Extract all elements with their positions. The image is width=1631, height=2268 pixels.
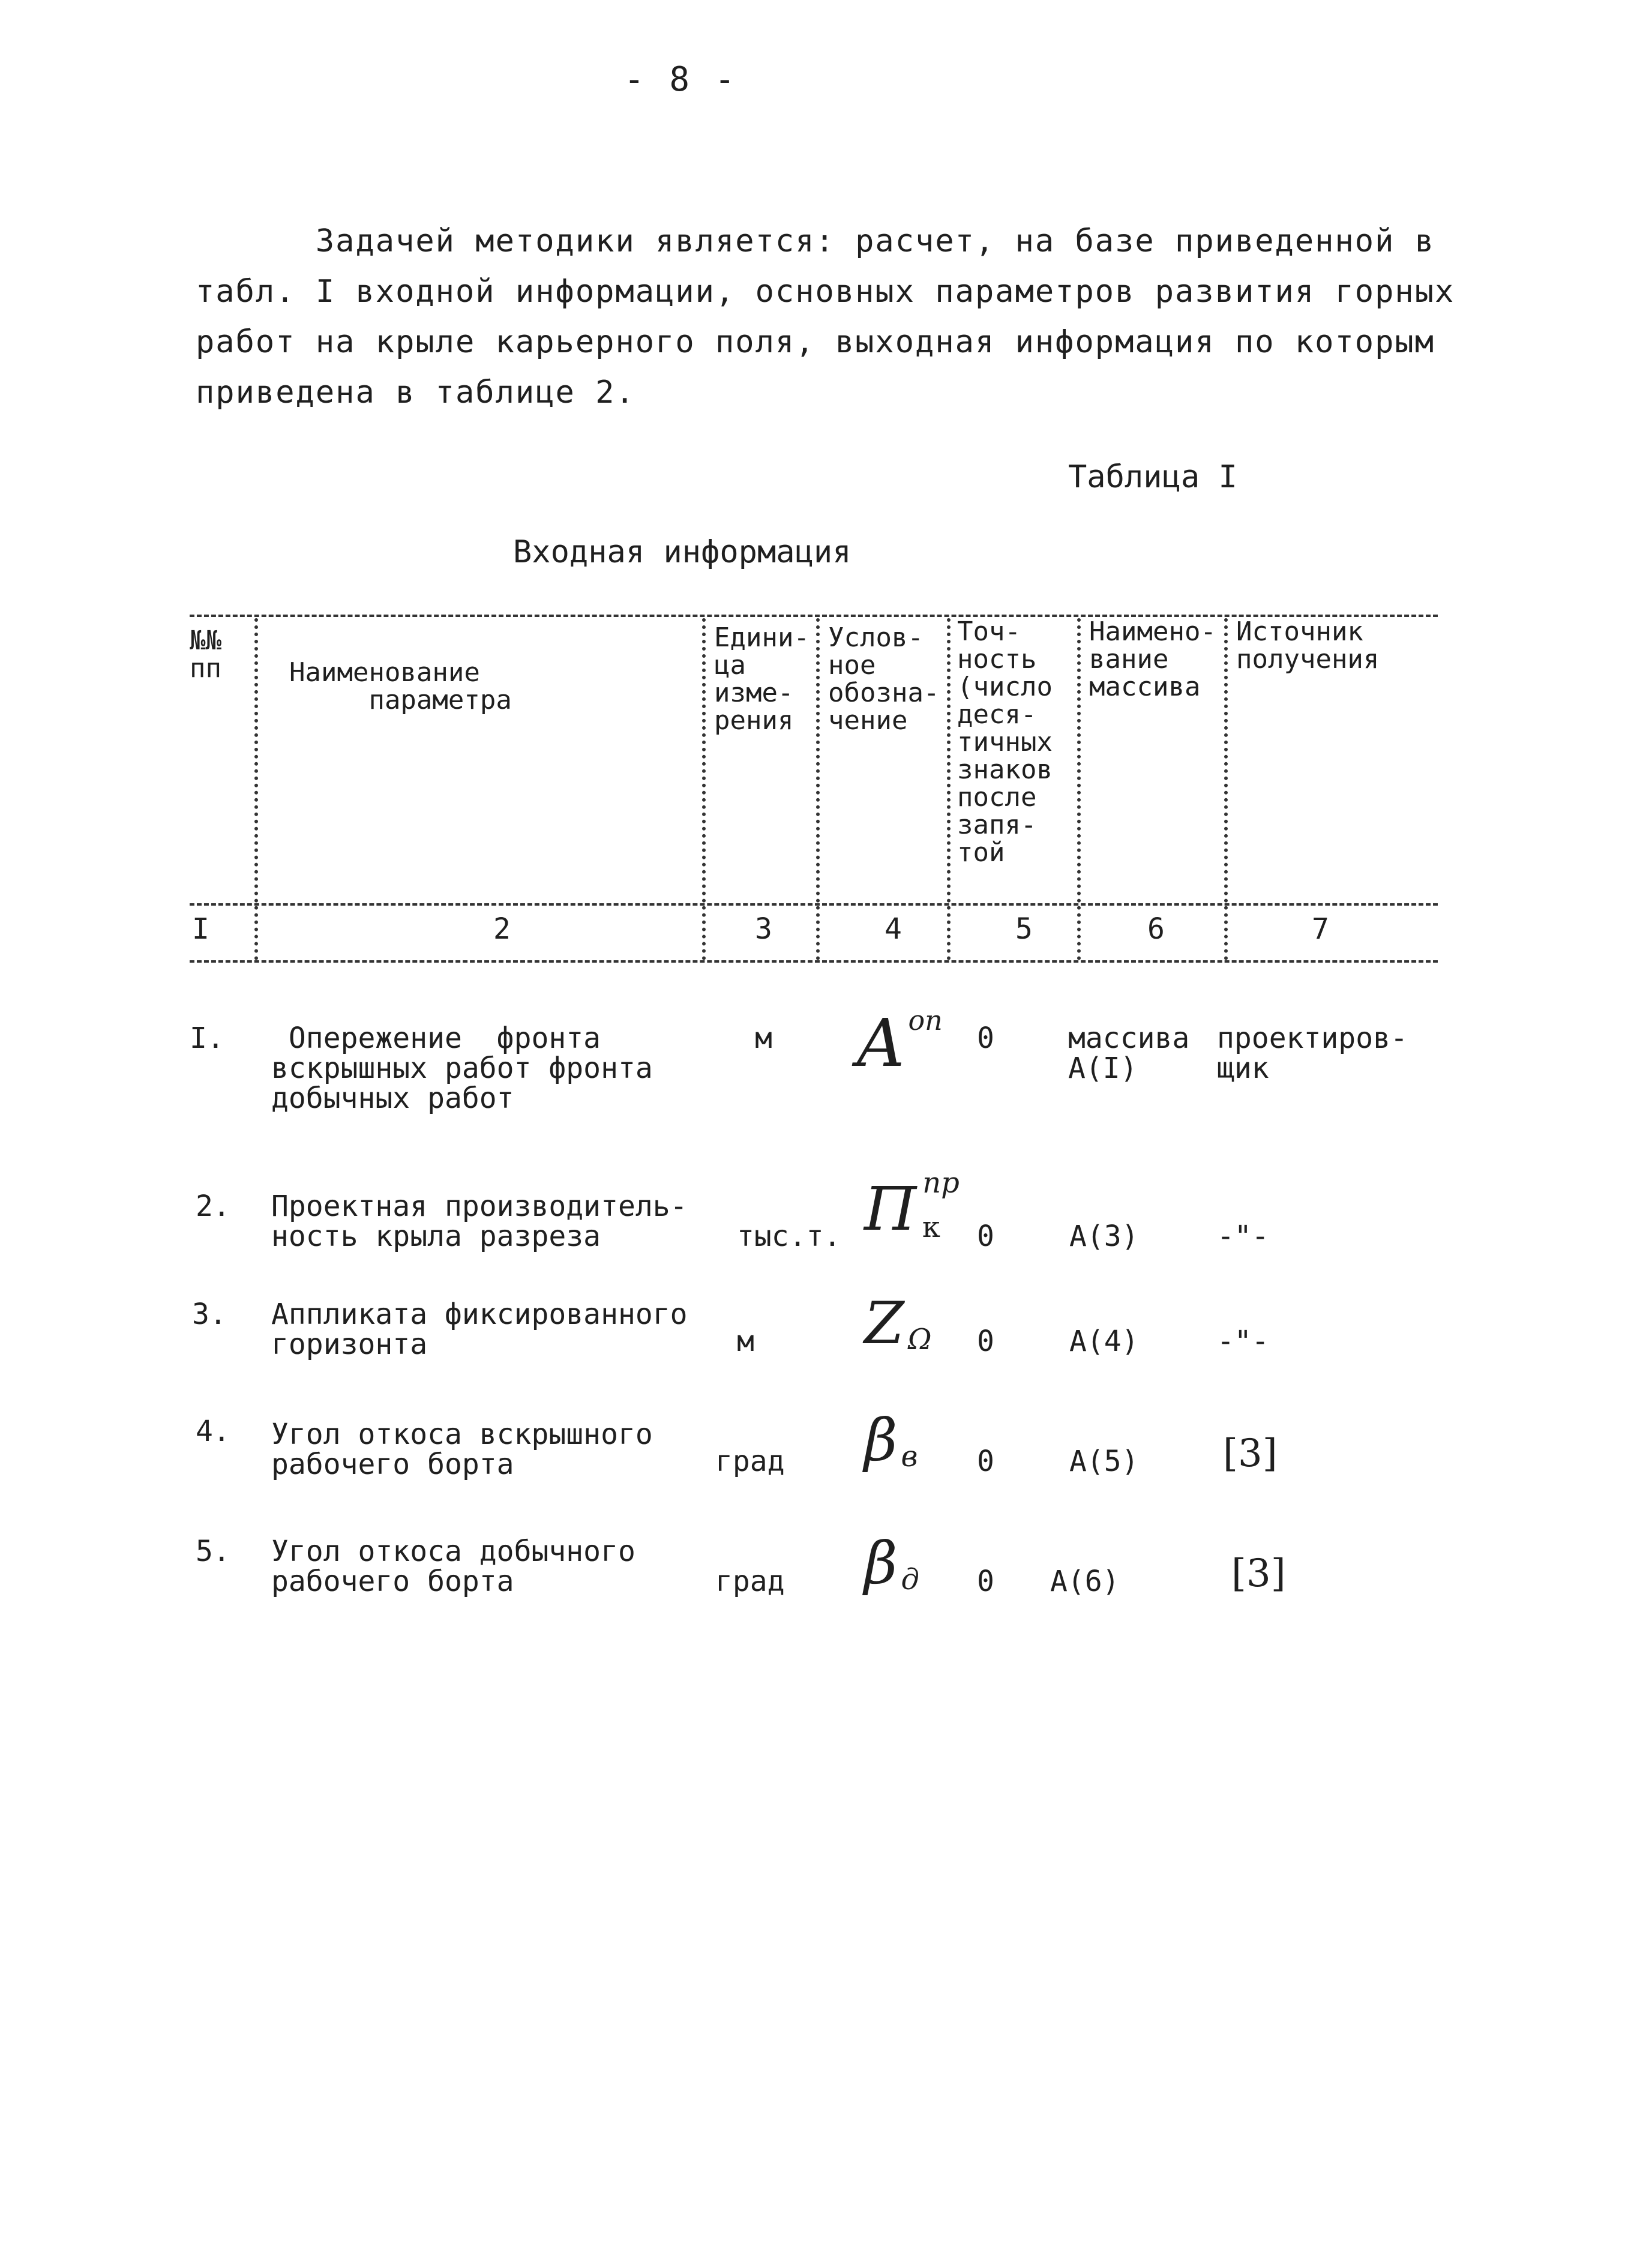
table-title: Входная информация — [513, 534, 852, 570]
row-precision: 0 — [977, 1325, 994, 1358]
header-unit: Едини- ца изме- рения — [714, 622, 809, 736]
row-precision: 0 — [977, 1220, 994, 1253]
row-symbol — [864, 1407, 918, 1484]
row-unit: тыс.т. — [737, 1220, 841, 1253]
symbol-subscript: к — [922, 1211, 940, 1244]
header-precision: Точ- ность (число деся- тичных знаков после запя- той — [957, 616, 1053, 868]
row-array: A(3) — [1069, 1220, 1139, 1253]
row-array: A(4) — [1069, 1325, 1139, 1358]
row-symbol — [857, 1004, 943, 1092]
row-precision: 0 — [977, 1445, 994, 1478]
row-unit: град — [715, 1445, 785, 1478]
row-source: -"- — [1217, 1325, 1269, 1358]
symbol-subscript: в — [901, 1440, 918, 1473]
row-precision: 0 — [977, 1021, 994, 1055]
row-name: Аппликата фиксированного горизонта — [271, 1298, 688, 1361]
row-name: Угол откоса вскрышного рабочего борта — [271, 1418, 653, 1481]
page-number: - 8 - — [624, 60, 737, 99]
symbol-base: A — [857, 1005, 905, 1081]
row-number: 2. — [196, 1190, 230, 1223]
symbol-base: β — [864, 1407, 898, 1474]
row-array: массива A(I) — [1068, 1021, 1190, 1085]
row-unit: м — [737, 1325, 754, 1358]
col-number: 7 — [1312, 912, 1329, 946]
row-symbol — [864, 1166, 972, 1256]
header-array: Наимено- вание массива — [1089, 616, 1216, 702]
col-divider — [947, 618, 951, 960]
row-source: [3] — [1223, 1431, 1278, 1476]
row-number: I. — [190, 1021, 224, 1055]
intro-line: работ на крыле карьерного поля, выходная информация по которым — [196, 324, 1435, 360]
col-number: 3 — [755, 912, 772, 946]
intro-paragraph — [196, 216, 1455, 418]
colnum-bottom-rule — [190, 960, 1438, 963]
col-divider — [254, 618, 258, 960]
col-number: I — [192, 912, 209, 946]
row-symbol — [864, 1530, 919, 1607]
row-name: Проектная производитель- ность крыла разреза — [271, 1190, 688, 1253]
col-divider — [1224, 618, 1228, 960]
row-number: 4. — [196, 1415, 230, 1448]
row-source: проектиров- щик — [1217, 1021, 1408, 1085]
row-unit: м — [755, 1021, 772, 1055]
col-divider — [816, 618, 820, 960]
header-source: Источник получения — [1236, 616, 1380, 675]
row-number: 5. — [196, 1535, 230, 1568]
row-array: A(5) — [1069, 1445, 1139, 1478]
col-divider — [702, 618, 706, 960]
row-precision: 0 — [977, 1565, 994, 1598]
col-number: 4 — [885, 912, 902, 946]
symbol-subscript: Ω — [907, 1323, 932, 1356]
symbol-base: Z — [864, 1290, 904, 1357]
header-bottom-rule — [190, 903, 1438, 906]
header-name: Наименование параметра — [289, 657, 512, 715]
row-number: 3. — [192, 1298, 227, 1331]
col-divider — [1077, 618, 1081, 960]
intro-line: табл. I входной информации, основных параметров развития горных — [196, 274, 1455, 310]
row-unit: град — [715, 1565, 785, 1598]
symbol-base: П — [864, 1174, 917, 1244]
row-source: [3] — [1231, 1551, 1286, 1596]
intro-line: Задачей методики является: расчет, на базе приведенной в — [196, 223, 1435, 259]
table-caption: Таблица I — [1068, 459, 1237, 495]
symbol-subscript: д — [901, 1563, 919, 1596]
row-name: Угол откоса добычного рабочего борта — [271, 1535, 635, 1598]
row-name: Опережение фронта вскрышных работ фронта добычных работ — [271, 1021, 653, 1115]
row-array: A(6) — [1050, 1565, 1120, 1598]
header-num: №№ пп — [190, 625, 221, 684]
header-symbol: Услов- ное обозна- чение — [828, 622, 940, 736]
symbol-superscript: пр — [922, 1166, 960, 1200]
symbol-superscript: оп — [908, 1004, 943, 1036]
row-source: -"- — [1217, 1220, 1269, 1253]
col-number: 5 — [1015, 912, 1033, 946]
symbol-base: β — [864, 1530, 898, 1597]
intro-line: приведена в таблице 2. — [196, 374, 635, 411]
row-symbol — [864, 1290, 932, 1367]
col-number: 6 — [1147, 912, 1165, 946]
col-number: 2 — [493, 912, 511, 946]
